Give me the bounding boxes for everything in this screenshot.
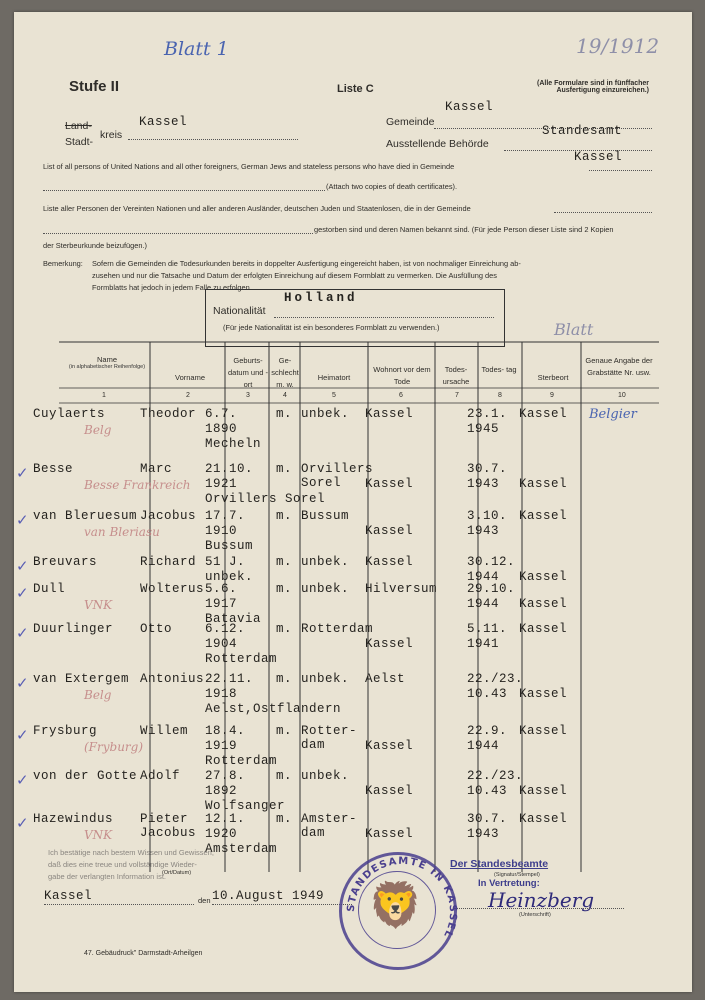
row-name: Besse [33,462,74,476]
stamp-text: STANDESAMTE IN KASSEL [345,855,459,941]
row-geburt: Rotterdam [205,652,278,666]
row-handwriting: Besse Frankreich [84,478,191,492]
col-num-7: 7 [455,392,459,399]
gemeinde-kassel-2: Kassel [574,150,623,164]
document-page [14,12,692,992]
row-geburt: 18.4. [205,724,246,738]
row-todestag: 1943 [467,477,500,491]
row-note: Belgier [589,407,637,422]
row-name: Frysburg [33,724,98,738]
row-vorname: Richard [140,555,197,569]
col-num-4: 4 [283,392,287,399]
row-todestag: 10.43 [467,784,508,798]
row-heimat: unbek. [301,672,350,686]
row-geburt: 1920 [205,827,238,841]
row-todestag: 3.10. [467,509,508,523]
row-geburt: 17.7. [205,509,246,523]
row-sex: m. [276,672,293,686]
row-wohnort: Kassel [365,524,414,538]
row-sex: m. [276,509,293,523]
row-wohnort: Kassel [365,555,414,569]
annotation-number: 19/1912 [576,34,660,58]
annotation-stamp-mark: Blatt [554,320,594,339]
confirm-line-3: gabe der verlangten Information ist. [48,872,166,881]
row-sterbeort: Kassel [519,622,568,636]
date-label: (Ort/Datum) [162,870,192,876]
row-sex: m. [276,622,293,636]
row-geburt: Aelst,Ostflandern [205,702,342,716]
col-num-6: 6 [399,392,403,399]
liste-title: Liste C [337,83,374,95]
row-handwriting: (Fryburg) [84,740,144,754]
checkmark-icon: ✓ [16,674,29,692]
row-wohnort: Kassel [365,637,414,651]
english-attach: (Attach two copies of death certificates). [326,182,458,191]
col-num-9: 9 [550,392,554,399]
checkmark-icon: ✓ [16,557,29,575]
col-wohnort-header: Wohnort vor dem Tode [373,365,431,386]
checkmark-icon: ✓ [16,624,29,642]
unterschrift-label: (Unterschrift) [519,912,551,918]
checkmark-icon: ✓ [16,464,29,482]
col-geschlecht-header: Ge- schlecht m. w. [271,356,299,389]
col-geburt-header: Geburts- datum und -ort [227,356,269,389]
row-geburt: 12.1. [205,812,246,826]
col-num-3: 3 [246,392,250,399]
land-label: Land- [65,120,92,132]
row-geburt: 1918 [205,687,238,701]
row-wohnort: Kassel [365,407,414,421]
row-sterbeort: Kassel [519,407,568,421]
row-todestag: 30.7. [467,462,508,476]
row-sterbeort: Kassel [519,509,568,523]
row-name: Dull [33,582,66,596]
row-vorname: Jacobus [140,509,197,523]
row-geburt: 1890 [205,422,238,436]
row-geburt: 1917 [205,597,238,611]
german-line-1: Liste aller Personen der Vereinten Nationen und aller anderen Ausländer, deutschen Juden und Staatenlosen, die in der Gemeinde [43,204,471,213]
row-vorname: Willem [140,724,189,738]
row-heimat: Amster-dam [301,812,358,840]
row-geburt: 5.6. [205,582,238,596]
stadt-label: Stadt- [65,136,94,148]
row-sex: m. [276,769,293,783]
row-geburt: 1904 [205,637,238,651]
nationality-value: Holland [284,291,358,305]
row-heimat: Orvillers Sorel [301,462,374,490]
stamp-text-ring [14,12,692,992]
signer-title: Der Standesbeamte [450,858,549,870]
confirm-line-2: daß dies eine treue und vollständige Wieder- [48,860,197,869]
row-geburt: unbek. [205,570,254,584]
row-heimat: unbek. [301,582,350,596]
row-todestag: 10.43 [467,687,508,701]
row-handwriting: Belg [84,423,112,437]
row-todestag: 1944 [467,570,500,584]
row-sterbeort: Kassel [519,724,568,738]
row-name: Cuylaerts [33,407,106,421]
row-sex: m. [276,724,293,738]
bemerkung-3: Formblatts hat jedoch in jedem Falle zu erfolgen. [92,283,252,292]
row-name: Duurlinger [33,622,114,636]
row-wohnort: Kassel [365,739,414,753]
row-heimat: unbek. [301,769,350,783]
row-heimat: unbek. [301,555,350,569]
confirm-line-1: Ich bestätige nach bestem Wissen und Gewissen, [48,848,214,857]
col-num-2: 2 [186,392,190,399]
row-geburt: Rotterdam [205,754,278,768]
row-geburt: 6.12. [205,622,246,636]
row-todestag: 1944 [467,597,500,611]
row-vorname: Marc [140,462,173,476]
bemerkung-label: Bemerkung: [43,259,83,268]
row-name: van Bleruesum [33,509,138,523]
row-todestag: 1945 [467,422,500,436]
footer-den: den [198,896,211,905]
row-geburt: 22.11. [205,672,254,686]
row-todestag: 29.10. [467,582,516,596]
row-name: von der Gotte [33,769,138,783]
row-name: Breuvars [33,555,98,569]
row-geburt: Batavia [205,612,262,626]
kreis-value: Kassel [139,115,188,129]
gemeinde-value: Kassel [445,100,494,114]
row-geburt: Wolfsanger [205,799,286,813]
bemerkung-1: Sofern die Gemeinden die Todesurkunden bereits in doppelter Ausfertigung eingereicht haben, ist von nochmaliger Einreichung ab- [92,259,521,268]
stufe-title: Stufe II [69,78,120,95]
row-geburt: Mecheln [205,437,262,451]
row-todestag: 30.12. [467,555,516,569]
row-heimat: Rotter-dam [301,724,358,752]
row-todestag: 22./23. [467,672,524,686]
row-wohnort: Kassel [365,784,414,798]
col-heimatort-header: Heimatort [317,373,351,382]
annotation-blatt: Blatt 1 [164,38,229,60]
row-geburt: 21.10. [205,462,254,476]
printer-note: 47. Gebäudruck" Darmstadt-Arheilgen [84,950,203,957]
row-geburt: 1921 [205,477,238,491]
gemeinde-label: Gemeinde [386,116,435,128]
row-vorname: Wolterus [140,582,205,596]
row-todestag: 1944 [467,739,500,753]
german-line-3: der Sterbeurkunde beizufügen.) [43,241,147,250]
checkmark-icon: ✓ [16,771,29,789]
row-todestag: 30.7. [467,812,508,826]
col-grab-header: Genaue Angabe der Grabstätte Nr. usw. [585,356,653,377]
row-sex: m. [276,582,293,596]
bemerkung-2: zusehen und nur die Tatsache und Datum der erfolgten Einreichung auf diesem Formblatt zu vermerken. Die Ausfüllung des [92,271,497,280]
row-wohnort: Hilversum [365,582,438,596]
col-sterbeort-header: Sterbeort [537,373,569,382]
row-todestag: 22.9. [467,724,508,738]
row-heimat: Bussum [301,509,350,523]
col-vorname-header: Vorname [174,373,206,382]
row-geburt: 1892 [205,784,238,798]
row-name: Hazewindus [33,812,114,826]
col-todesursache-header: Todes- ursache [442,365,470,386]
english-line: List of all persons of United Nations and all other foreigners, German Jews and stateless persons who have died in Gemeinde [43,162,455,171]
col-num-10: 10 [618,392,626,399]
row-vorname: Antonius [140,672,205,686]
row-sex: m. [276,555,293,569]
row-sterbeort: Kassel [519,812,568,826]
svg-text:STANDESAMTE IN KASSEL [346,856,458,940]
vertretung: In Vertretung: [478,878,540,889]
signer-label: (Signatur/Stempel) [494,872,540,878]
behoerde-value: Standesamt [542,124,623,138]
lion-emblem-icon: 🦁 [368,881,423,930]
row-vorname: Theodor [140,407,197,421]
row-todestag: 23.1. [467,407,508,421]
row-geburt: 1910 [205,524,238,538]
row-handwriting: van Bleriasu [84,525,160,539]
checkmark-icon: ✓ [16,814,29,832]
row-heimat: Rotterdam [301,622,374,636]
row-name: van Extergem [33,672,130,686]
checkmark-icon: ✓ [16,726,29,744]
col-name-header: Name (in alphabetischer Reihenfolge) [68,355,146,370]
col-num-1: 1 [102,392,106,399]
row-handwriting: Belg [84,688,112,702]
col-todestag-header: Todes- tag [481,365,517,374]
nationality-note: (Für jede Nationalität ist ein besonderes Formblatt zu verwenden.) [223,323,440,332]
row-handwriting: VNK [84,828,113,842]
row-wohnort: Kassel [365,827,414,841]
row-todestag: 5.11. [467,622,508,636]
checkmark-icon: ✓ [16,511,29,529]
col-num-8: 8 [498,392,502,399]
footer-date: 10.August 1949 [212,889,325,903]
row-sterbeort: Kassel [519,687,568,701]
signature: Heinzberg [488,888,595,912]
row-sex: m. [276,462,293,476]
row-sterbeort: Kassel [519,477,568,491]
row-sex: m. [276,812,293,826]
row-heimat: unbek. [301,407,350,421]
row-sex: m. [276,407,293,421]
row-geburt: Orvillers Sorel [205,492,326,506]
row-todestag: 22./23. [467,769,524,783]
row-handwriting: VNK [84,598,113,612]
behoerde-label: Ausstellende Behörde [386,138,489,150]
row-todestag: 1943 [467,524,500,538]
row-sterbeort: Kassel [519,570,568,584]
row-geburt: Amsterdam [205,842,278,856]
row-geburt: 27.8. [205,769,246,783]
col-num-5: 5 [332,392,336,399]
row-wohnort: Kassel [365,477,414,491]
row-todestag: 1943 [467,827,500,841]
checkmark-icon: ✓ [16,584,29,602]
row-todestag: 1941 [467,637,500,651]
row-geburt: Bussum [205,539,254,553]
row-geburt: 51 J. [205,555,246,569]
row-vorname: Adolf [140,769,181,783]
nationality-label: Nationalität [213,305,266,317]
row-vorname: Pieter Jacobus [140,812,197,840]
row-sterbeort: Kassel [519,784,568,798]
form-note: (Alle Formulare sind in fünffacher Ausfertigung einzureichen.) [536,80,649,94]
german-line-2: gestorben sind und deren Namen bekannt sind. (Für jede Person dieser Liste sind 2 Kopien [314,225,614,234]
row-sterbeort: Kassel [519,597,568,611]
footer-place: Kassel [44,889,93,903]
row-wohnort: Aelst [365,672,406,686]
row-geburt: 6.7. [205,407,238,421]
kreis-label: kreis [100,129,123,141]
row-geburt: 1919 [205,739,238,753]
row-vorname: Otto [140,622,173,636]
